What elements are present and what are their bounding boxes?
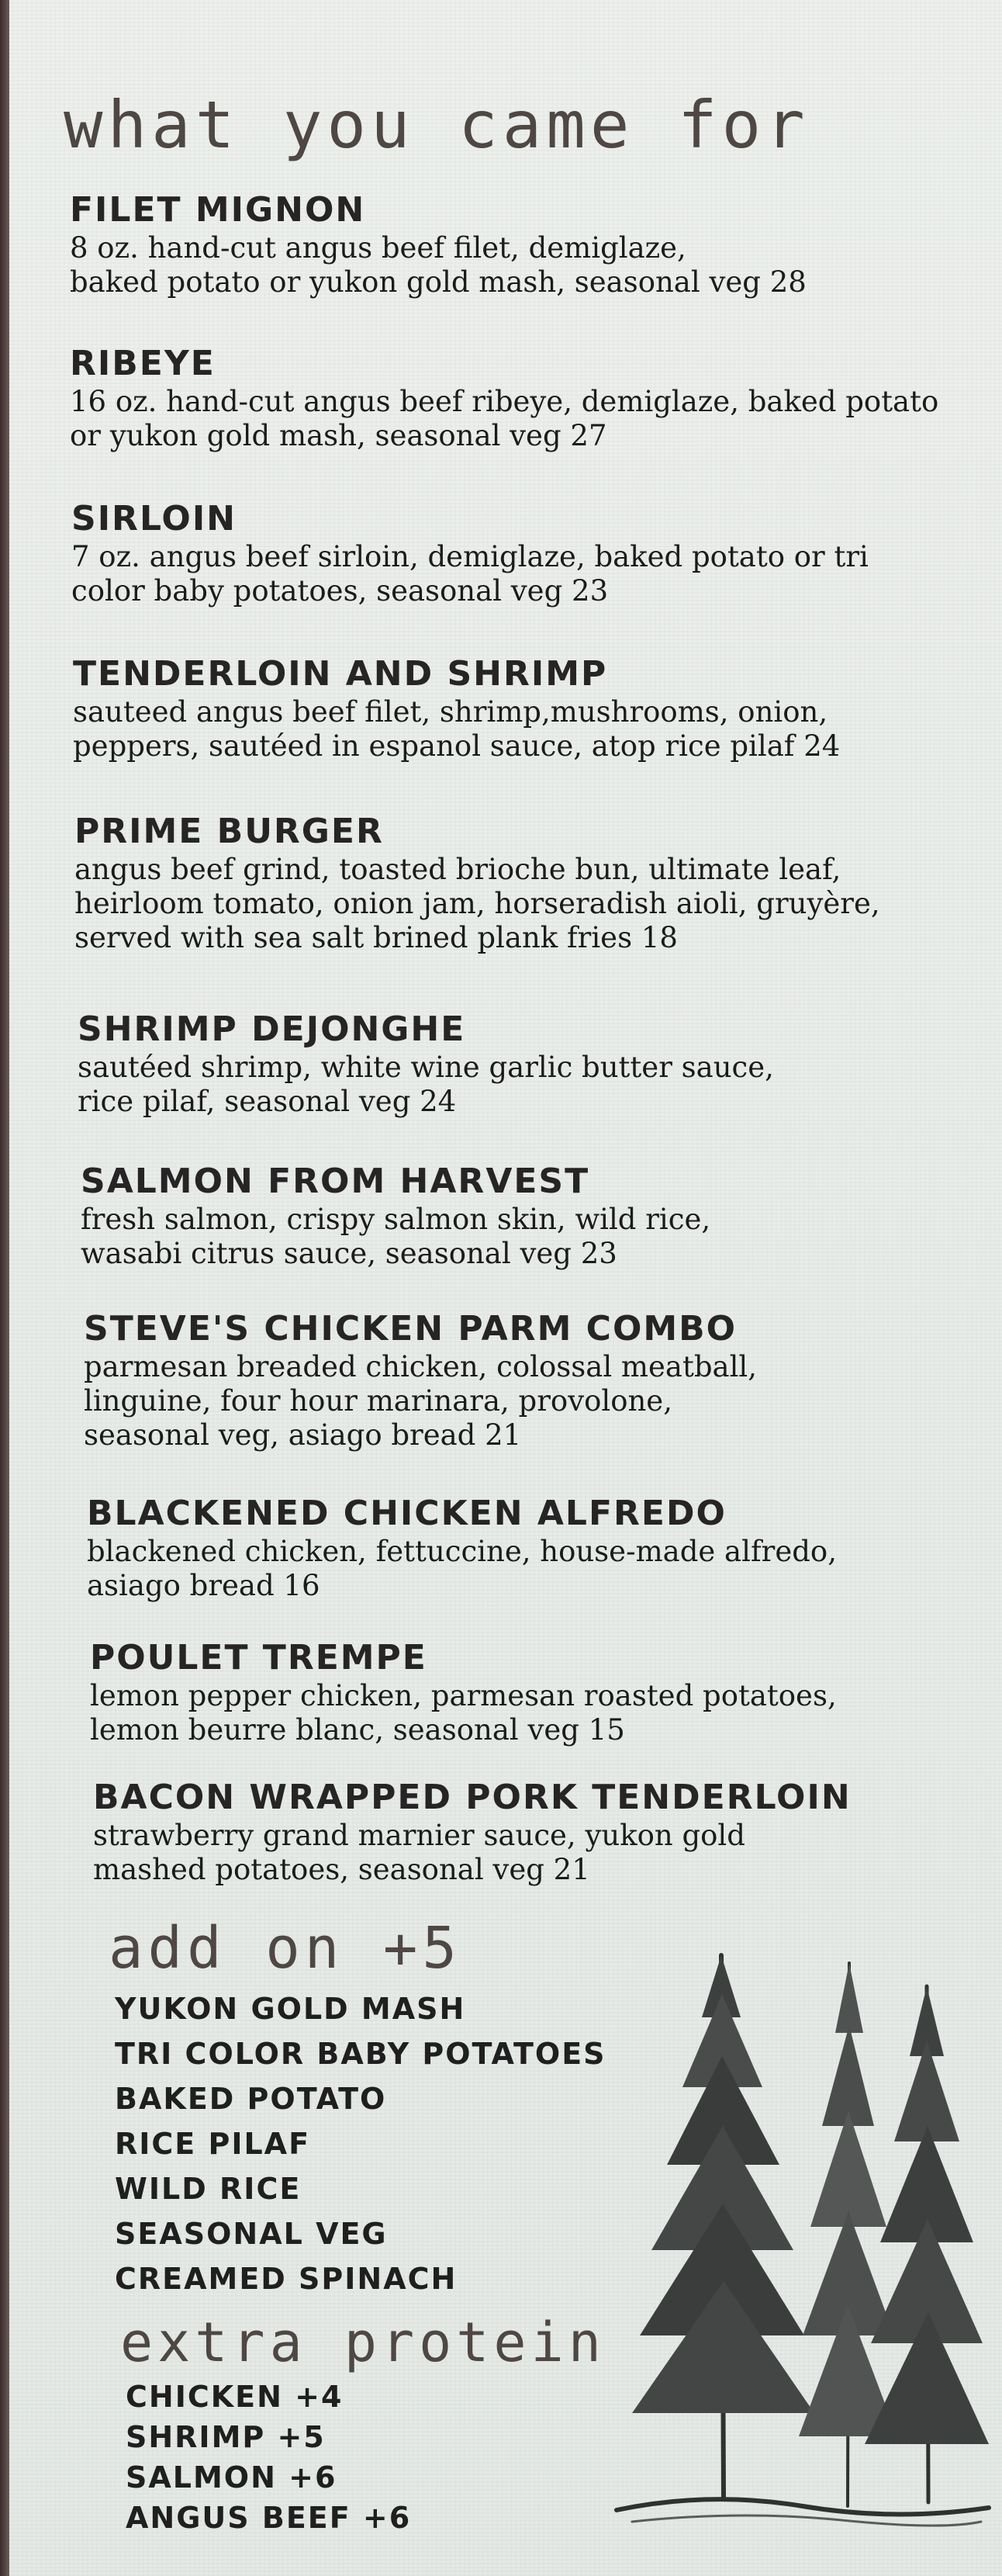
menu-item-name: RIBEYE bbox=[70, 344, 216, 383]
add-on-item: BAKED POTATO bbox=[115, 2082, 387, 2116]
menu-item-description: strawberry grand marnier sauce, yukon gold mashed potatoes, seasonal veg 21 bbox=[93, 1819, 745, 1886]
menu-item bbox=[81, 1161, 710, 1271]
menu-item bbox=[93, 1777, 852, 1887]
menu-page bbox=[8, 0, 1002, 2576]
menu-item-name: SALMON FROM HARVEST bbox=[81, 1162, 590, 1201]
menu-item-name: SIRLOIN bbox=[71, 499, 237, 538]
pine-trees-icon bbox=[586, 1932, 1002, 2537]
extra-protein-item: ANGUS BEEF +6 bbox=[126, 2501, 412, 2535]
add-on-item: TRI COLOR BABY POTATOES bbox=[115, 2037, 606, 2071]
menu-item bbox=[90, 1637, 837, 1747]
menu-item bbox=[73, 653, 840, 763]
menu-item-name: BLACKENED CHICKEN ALFREDO bbox=[87, 1494, 727, 1533]
menu-item-name: FILET MIGNON bbox=[70, 190, 366, 230]
menu-item bbox=[74, 811, 880, 955]
add-on-item: YUKON GOLD MASH bbox=[115, 1992, 466, 2026]
menu-item bbox=[70, 343, 938, 453]
menu-item bbox=[71, 498, 869, 608]
extra-protein-item: CHICKEN +4 bbox=[126, 2380, 344, 2414]
menu-item-description: sauteed angus beef filet, shrimp,mushrooms, onion, peppers, sautéed in espanol sauce, atop rice pilaf 24 bbox=[73, 695, 841, 763]
menu-item-description: parmesan breaded chicken, colossal meatball, linguine, four hour marinara, provolone, seasonal veg, asiago bread 21 bbox=[84, 1350, 758, 1452]
menu-item-description: blackened chicken, fettuccine, house-made alfredo, asiago bread 16 bbox=[87, 1535, 837, 1602]
menu-item-description: 8 oz. hand-cut angus beef filet, demiglaze, baked potato or yukon gold mash, seasonal veg 28 bbox=[70, 231, 807, 299]
menu-item-description: fresh salmon, crispy salmon skin, wild rice, wasabi citrus sauce, seasonal veg 23 bbox=[81, 1203, 711, 1270]
menu-item-description: lemon pepper chicken, parmesan roasted potatoes, lemon beurre blanc, seasonal veg 15 bbox=[90, 1679, 837, 1747]
menu-item bbox=[78, 1009, 774, 1119]
add-on-item: WILD RICE bbox=[115, 2172, 302, 2206]
extra-protein-heading: extra protein bbox=[120, 2311, 606, 2374]
menu-item bbox=[70, 189, 807, 299]
menu-item-name: BACON WRAPPED PORK TENDERLOIN bbox=[93, 1778, 852, 1817]
extra-protein-item: SHRIMP +5 bbox=[126, 2420, 326, 2454]
menu-item-description: sautéed shrimp, white wine garlic butter sauce, rice pilaf, seasonal veg 24 bbox=[78, 1051, 774, 1118]
add-on-list bbox=[115, 1986, 606, 2301]
menu-item bbox=[87, 1493, 837, 1603]
add-on-item: CREAMED SPINACH bbox=[115, 2262, 458, 2296]
extra-protein-item: SALMON +6 bbox=[126, 2460, 337, 2495]
page-title: what you came for bbox=[64, 87, 810, 163]
add-on-item: SEASONAL VEG bbox=[115, 2217, 388, 2251]
menu-item-name: TENDERLOIN AND SHRIMP bbox=[73, 654, 608, 694]
add-on-item: RICE PILAF bbox=[115, 2127, 311, 2161]
menu-item-name: SHRIMP DEJONGHE bbox=[78, 1009, 466, 1049]
extra-protein-list bbox=[126, 2377, 411, 2538]
menu-item-description: 7 oz. angus beef sirloin, demiglaze, baked potato or tri color baby potatoes, seasonal veg 23 bbox=[71, 540, 869, 608]
page-edge bbox=[0, 0, 9, 2576]
menu-item-name: POULET TREMPE bbox=[90, 1638, 427, 1678]
menu-item-description: angus beef grind, toasted brioche bun, ultimate leaf, heirloom tomato, onion jam, horseradish aioli, gruyère, served with sea salt brined plank fries 18 bbox=[74, 853, 880, 954]
menu-item-name: STEVE'S CHICKEN PARM COMBO bbox=[84, 1309, 738, 1349]
menu-item bbox=[84, 1308, 757, 1452]
menu-item-name: PRIME BURGER bbox=[74, 812, 384, 851]
menu-item-description: 16 oz. hand-cut angus beef ribeye, demiglaze, baked potato or yukon gold mash, seasonal veg 27 bbox=[70, 385, 939, 452]
add-on-heading: add on +5 bbox=[109, 1915, 461, 1982]
